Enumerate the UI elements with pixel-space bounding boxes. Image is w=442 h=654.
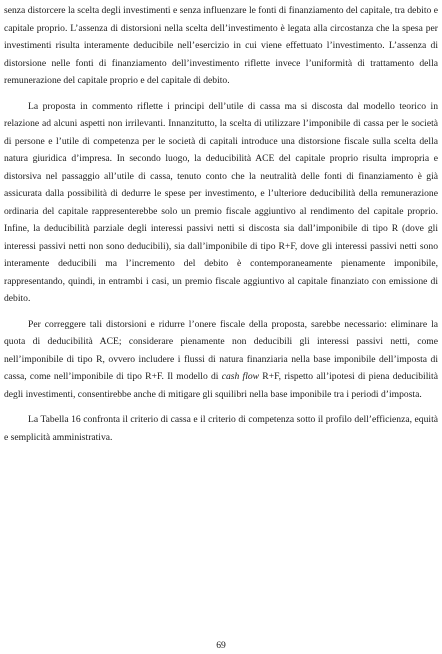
paragraph-3-italic-term: cash flow bbox=[221, 371, 260, 382]
paragraph-3 bbox=[4, 316, 438, 404]
paragraph-3-text-after: R+F, rispetto all’ipotesi di piena deducibilità degli investimenti, consentirebbe anche di mitigare gli squilibri nella base imponibile tra i periodi d’imposta. bbox=[4, 371, 438, 400]
paragraph-3-text-before: Per correggere tali distorsioni e ridurre l’onere fiscale della proposta, sarebbe necessario: eliminare la quota di deducibilità ACE; considerare pienamente non deducibili gli interessi passivi netti, come nell’imponibile di tipo R, ovvero includere i flussi di natura finanziaria nella base imponibile dell’imposta di cassa, come nell’imponibile di tipo R+F. Il modello di bbox=[4, 318, 438, 382]
body-text bbox=[4, 2, 438, 454]
page-number: 69 bbox=[216, 640, 226, 651]
paragraph-2: La proposta in commento riflette i principi dell’utile di cassa ma si discosta dal modello teorico in relazione ad alcuni aspetti non irrilevanti. Innanzitutto, la scelta di utilizzare l’imponibile di cassa per le società di persone e l’utile di competenza per le società di capitali introduce una distorsione fiscale sulla scelta della natura giuridica d’impresa. In secondo luogo, la deducibilità ACE del capitale proprio risulta impropria e distorsiva nel passaggio all’utile di cassa, tenuto conto che la neutralità delle fonti di finanziamento è già assicurata dalla possibilità di dedurre le spese per investimento, e l’ulteriore deducibilità della remunerazione ordinaria del capitale rappresenterebbe solo un premio fiscale aggiuntivo al rendimento del capitale proprio. Infine, la deducibilità parziale degli interessi passivi netti si discosta sia dall’imponibile di tipo R (dove gli interessi passivi netti non sono deducibili), sia dall’imponibile di tipo R+F, dove gli interessi passivi netti sono interamente deducibili ma l’incremento del debito è contemporaneamente pienamente imponibile, rappresentando, quindi, in entrambi i casi, un premio fiscale aggiuntivo al capitale finanziato con emissione di debito. bbox=[4, 100, 438, 304]
paragraph-4: La Tabella 16 confronta il criterio di cassa e il criterio di competenza sotto il profilo dell’efficienza, equità e semplicità amministrativa. bbox=[4, 414, 438, 443]
paragraph-1: senza distorcere la scelta degli investimenti e senza influenzare le fonti di finanziamento del capitale, tra debito e capitale proprio. L’assenza di distorsioni nella scelta dell’investimento è legata alla circostanza che la spesa per investimenti risulta interamente deducibile nell’esercizio in cui viene effettuato l’investimento. L’assenza di distorsione nelle fonti di finanziamento dell’investimento riflette invece l’uniformità di trattamento della remunerazione del capitale proprio e del capitale di debito. bbox=[4, 5, 438, 86]
